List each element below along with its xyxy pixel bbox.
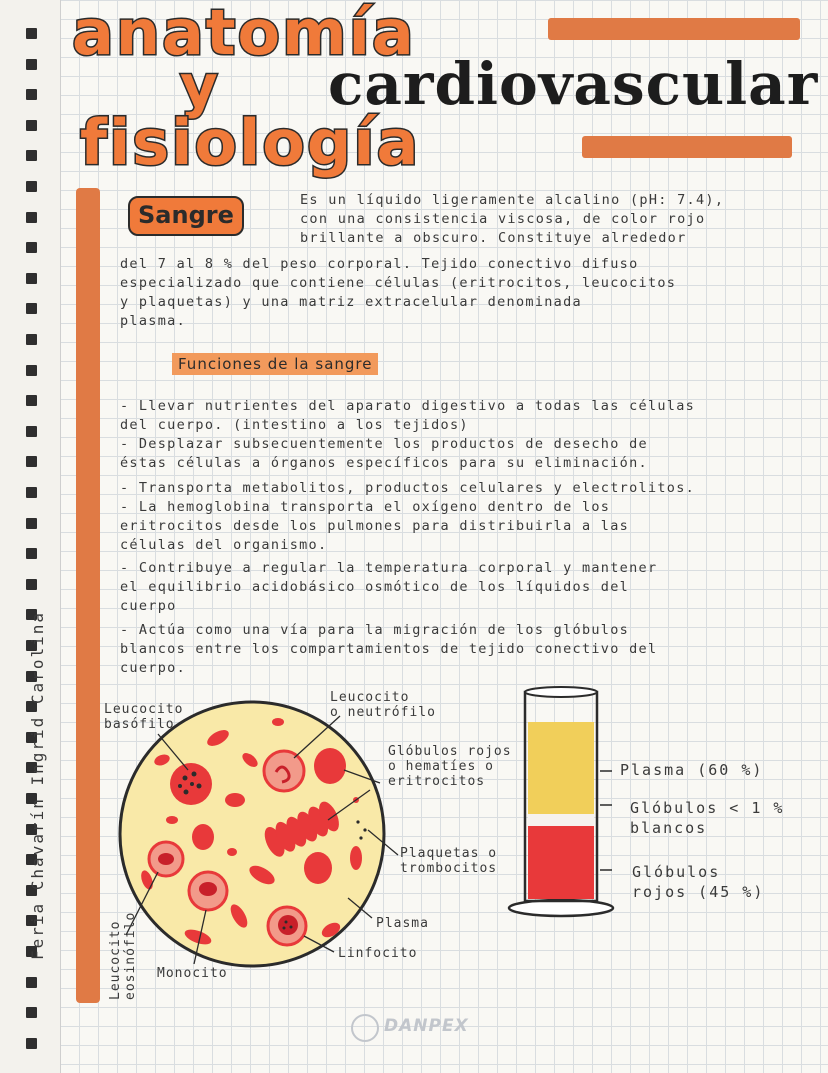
tube-label-plasma: Plasma (60 %) [620,761,764,779]
title-fisiologia: fisiología [80,106,421,179]
label-eosinofilo: Leucocito eosinófilo [108,911,138,1000]
function-line: - La hemoglobina transporta el oxígeno dentro de los [120,499,611,515]
function-line: del cuerpo. (intestino a los tejidos) [120,417,469,433]
function-line: - Actúa como una vía para la migración de los glóbulos [120,622,630,638]
brand-logo-icon [351,1014,379,1042]
author-name: Feria Chavarín Ingrid Carolina [28,611,47,960]
function-line: - Contribuye a regular la temperatura corporal y mantener [120,560,658,576]
intro-line-1: Es un líquido ligeramente alcalino (pH: 7.4), [300,192,725,208]
function-line: éstas células a órganos específicos para su eliminación. [120,455,648,471]
section-badge: Sangre [128,196,244,236]
function-line: el equilibrio acidobásico osmótico de los líquidos del [120,579,630,595]
tube-label-rojos: Glóbulos rojos (45 %) [632,863,765,901]
functions-title: Funciones de la sangre [172,353,378,375]
intro-line-7: plasma. [120,313,186,329]
function-line: - Desplazar subsecuentemente los productos de desecho de [120,436,648,452]
intro-line-5: especializado que contiene células (eritrocitos, leucocitos [120,275,677,291]
test-tube [509,687,613,916]
brand-name: DANPEX [384,1016,469,1036]
function-line: cuerpo. [120,660,186,676]
function-line: - Llevar nutrientes del aparato digestivo a todas las células [120,398,696,414]
function-line: - Transporta metabolitos, productos celulares y electrolitos. [120,480,696,496]
label-neutrofilo: Leucocito o neutrófilo [330,690,436,720]
title-anatomia: anatomía [72,0,416,69]
label-globulos-rojos: Glóbulos rojos o hematíes o eritrocitos [388,744,512,789]
tube-label-blancos: Glóbulos < 1 % blancos [630,799,785,837]
title-cardiovascular: cardiovascular [328,50,819,118]
intro-line-6: y plaquetas) y una matriz extracelular denominada [120,294,582,310]
label-linfocito: Linfocito [338,946,418,961]
function-line: blancos entre los compartamientos de tejido conectivo del [120,641,658,657]
label-plaquetas: Plaquetas o trombocitos [400,846,498,876]
intro-line-2: con una consistencia viscosa, de color rojo [300,211,706,227]
function-line: eritrocitos desde los pulmones para distribuirla a las [120,518,630,534]
label-plasma-cell: Plasma [376,916,429,931]
intro-line-4: del 7 al 8 % del peso corporal. Tejido conectivo difuso [120,256,639,272]
function-line: cuerpo [120,598,177,614]
function-line: células del organismo. [120,537,328,553]
blood-smear [120,702,384,966]
label-monocito: Monocito [157,966,228,981]
label-basofilo: Leucocito basófilo [104,702,184,732]
intro-line-3: brillante a obscuro. Constituye alrededor [300,230,687,246]
title-y: y [180,52,220,120]
